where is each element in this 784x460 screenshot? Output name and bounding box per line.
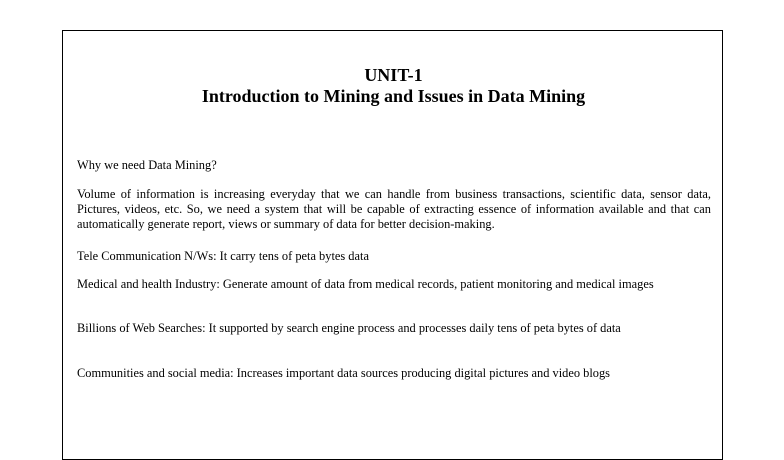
paragraph-web-searches: Billions of Web Searches: It supported by search engine process and processes daily tens of peta bytes of data [77, 321, 621, 335]
document-page [62, 30, 723, 460]
paragraph-telecommunication: Tele Communication N/Ws: It carry tens of peta bytes data [77, 249, 369, 263]
document-title: Introduction to Mining and Issues in Data Mining [201, 86, 586, 106]
paragraph-medical-health: Medical and health Industry: Generate amount of data from medical records, patient monitoring and medical images [77, 277, 654, 291]
unit-heading: UNIT-1 [364, 65, 423, 85]
paragraph-social-media: Communities and social media: Increases important data sources producing digital pictures and video blogs [77, 366, 611, 380]
paragraph-why-data-mining: Why we need Data Mining? [77, 158, 217, 172]
paragraph-volume-of-information: Volume of information is increasing everyday that we can handle from business transactions, scientific data, sensor data, Pictures, videos, etc. So, we need a system that will be capable of extracting essence of information available and that can automatically generate report, views or summary of data for better decision-making. [77, 187, 711, 231]
